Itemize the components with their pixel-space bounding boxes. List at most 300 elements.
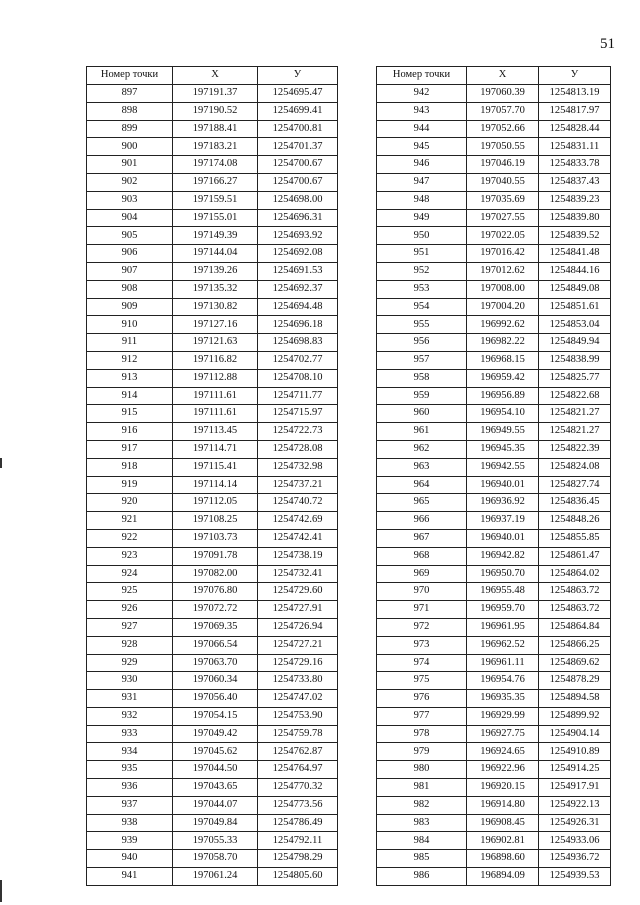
- cell-x: 197035.69: [467, 191, 539, 209]
- table-row: [87, 850, 338, 868]
- cell-y: 1254863.72: [539, 601, 611, 619]
- cell-x: 197040.55: [467, 173, 539, 191]
- cell-y: 1254700.67: [258, 156, 338, 174]
- cell-point-number: 929: [87, 654, 173, 672]
- cell-y: 1254904.14: [539, 725, 611, 743]
- cell-x: 196962.52: [467, 636, 539, 654]
- cell-point-number: 923: [87, 547, 173, 565]
- cell-x: 197127.16: [173, 316, 258, 334]
- cell-point-number: 925: [87, 583, 173, 601]
- cell-point-number: 974: [377, 654, 467, 672]
- table-row: [87, 618, 338, 636]
- cell-point-number: 921: [87, 512, 173, 530]
- cell-x: 196894.09: [467, 868, 539, 886]
- cell-point-number: 931: [87, 690, 173, 708]
- cell-x: 197050.55: [467, 138, 539, 156]
- cell-x: 197130.82: [173, 298, 258, 316]
- cell-x: 197112.88: [173, 369, 258, 387]
- page-number: 51: [600, 36, 615, 52]
- cell-point-number: 961: [377, 423, 467, 441]
- coordinates-table-right: [376, 66, 611, 886]
- table-row: [87, 690, 338, 708]
- table-row: [87, 120, 338, 138]
- table-row: [377, 405, 611, 423]
- table-row: [87, 245, 338, 263]
- table-row: [87, 316, 338, 334]
- table-row: [377, 654, 611, 672]
- cell-point-number: 965: [377, 494, 467, 512]
- cell-x: 196959.42: [467, 369, 539, 387]
- cell-y: 1254863.72: [539, 583, 611, 601]
- cell-x: 196920.15: [467, 779, 539, 797]
- table-row: [87, 280, 338, 298]
- cell-y: 1254827.74: [539, 476, 611, 494]
- cell-y: 1254728.08: [258, 440, 338, 458]
- table-row: [377, 262, 611, 280]
- cell-x: 197022.05: [467, 227, 539, 245]
- table-row: [87, 512, 338, 530]
- cell-point-number: 912: [87, 351, 173, 369]
- table-row: [377, 209, 611, 227]
- cell-y: 1254869.62: [539, 654, 611, 672]
- cell-point-number: 902: [87, 173, 173, 191]
- cell-y: 1254837.43: [539, 173, 611, 191]
- table-row: [377, 743, 611, 761]
- cell-y: 1254838.99: [539, 351, 611, 369]
- cell-point-number: 955: [377, 316, 467, 334]
- cell-point-number: 971: [377, 601, 467, 619]
- cell-x: 196898.60: [467, 850, 539, 868]
- header-x: X: [467, 67, 539, 85]
- cell-x: 197191.37: [173, 85, 258, 103]
- table-header-row: [377, 67, 611, 85]
- table-row: [87, 173, 338, 191]
- table-row: [87, 654, 338, 672]
- table-row: [87, 458, 338, 476]
- cell-x: 196956.89: [467, 387, 539, 405]
- cell-x: 197114.71: [173, 440, 258, 458]
- cell-x: 197116.82: [173, 351, 258, 369]
- table-row: [87, 334, 338, 352]
- cell-point-number: 900: [87, 138, 173, 156]
- cell-point-number: 917: [87, 440, 173, 458]
- cell-y: 1254700.81: [258, 120, 338, 138]
- cell-x: 196942.82: [467, 547, 539, 565]
- cell-y: 1254729.16: [258, 654, 338, 672]
- cell-point-number: 937: [87, 796, 173, 814]
- cell-y: 1254910.89: [539, 743, 611, 761]
- cell-point-number: 962: [377, 440, 467, 458]
- cell-y: 1254841.48: [539, 245, 611, 263]
- cell-point-number: 930: [87, 672, 173, 690]
- cell-x: 197091.78: [173, 547, 258, 565]
- cell-x: 196937.19: [467, 512, 539, 530]
- cell-x: 196961.11: [467, 654, 539, 672]
- cell-x: 196940.01: [467, 529, 539, 547]
- table-row: [377, 476, 611, 494]
- cell-point-number: 975: [377, 672, 467, 690]
- cell-x: 197112.05: [173, 494, 258, 512]
- cell-x: 197061.24: [173, 868, 258, 886]
- cell-x: 197016.42: [467, 245, 539, 263]
- cell-x: 197049.84: [173, 814, 258, 832]
- cell-y: 1254844.16: [539, 262, 611, 280]
- cell-point-number: 928: [87, 636, 173, 654]
- table-row: [87, 476, 338, 494]
- cell-x: 197121.63: [173, 334, 258, 352]
- cell-y: 1254722.73: [258, 423, 338, 441]
- scan-edge-mark: [0, 458, 2, 468]
- cell-x: 197174.08: [173, 156, 258, 174]
- table-row: [377, 707, 611, 725]
- table-row: [377, 156, 611, 174]
- cell-point-number: 970: [377, 583, 467, 601]
- cell-point-number: 927: [87, 618, 173, 636]
- table-row: [377, 529, 611, 547]
- cell-x: 197004.20: [467, 298, 539, 316]
- cell-x: 196936.92: [467, 494, 539, 512]
- cell-point-number: 911: [87, 334, 173, 352]
- cell-point-number: 986: [377, 868, 467, 886]
- table-header-row: [87, 67, 338, 85]
- cell-y: 1254851.61: [539, 298, 611, 316]
- cell-x: 197144.04: [173, 245, 258, 263]
- cell-y: 1254855.85: [539, 529, 611, 547]
- cell-y: 1254711.77: [258, 387, 338, 405]
- cell-x: 197057.70: [467, 102, 539, 120]
- table-row: [87, 672, 338, 690]
- table-row: [87, 583, 338, 601]
- cell-y: 1254737.21: [258, 476, 338, 494]
- cell-point-number: 898: [87, 102, 173, 120]
- cell-point-number: 915: [87, 405, 173, 423]
- cell-point-number: 910: [87, 316, 173, 334]
- cell-y: 1254839.52: [539, 227, 611, 245]
- cell-y: 1254828.44: [539, 120, 611, 138]
- cell-y: 1254701.37: [258, 138, 338, 156]
- table-row: [377, 779, 611, 797]
- cell-point-number: 979: [377, 743, 467, 761]
- cell-y: 1254694.48: [258, 298, 338, 316]
- cell-y: 1254696.31: [258, 209, 338, 227]
- cell-y: 1254747.02: [258, 690, 338, 708]
- cell-point-number: 978: [377, 725, 467, 743]
- coordinates-table-left: [86, 66, 338, 886]
- cell-point-number: 983: [377, 814, 467, 832]
- cell-point-number: 908: [87, 280, 173, 298]
- cell-point-number: 907: [87, 262, 173, 280]
- cell-point-number: 935: [87, 761, 173, 779]
- table-row: [377, 761, 611, 779]
- table-row: [87, 814, 338, 832]
- cell-point-number: 926: [87, 601, 173, 619]
- table-row: [377, 636, 611, 654]
- cell-y: 1254698.00: [258, 191, 338, 209]
- cell-x: 196968.15: [467, 351, 539, 369]
- cell-x: 197046.19: [467, 156, 539, 174]
- header-point-number: Номер точки: [87, 67, 173, 85]
- cell-y: 1254853.04: [539, 316, 611, 334]
- cell-y: 1254866.25: [539, 636, 611, 654]
- cell-x: 196992.62: [467, 316, 539, 334]
- cell-point-number: 943: [377, 102, 467, 120]
- table-row: [87, 494, 338, 512]
- cell-y: 1254825.77: [539, 369, 611, 387]
- table-row: [377, 85, 611, 103]
- table-row: [377, 316, 611, 334]
- cell-point-number: 940: [87, 850, 173, 868]
- cell-y: 1254729.60: [258, 583, 338, 601]
- table-row: [377, 369, 611, 387]
- cell-point-number: 967: [377, 529, 467, 547]
- table-row: [87, 707, 338, 725]
- cell-point-number: 980: [377, 761, 467, 779]
- table-row: [377, 796, 611, 814]
- cell-y: 1254833.78: [539, 156, 611, 174]
- table-row: [377, 690, 611, 708]
- cell-y: 1254821.27: [539, 423, 611, 441]
- cell-y: 1254700.67: [258, 173, 338, 191]
- cell-x: 196929.99: [467, 707, 539, 725]
- cell-point-number: 977: [377, 707, 467, 725]
- cell-x: 197183.21: [173, 138, 258, 156]
- cell-y: 1254691.53: [258, 262, 338, 280]
- table-row: [87, 351, 338, 369]
- cell-point-number: 919: [87, 476, 173, 494]
- table-row: [377, 120, 611, 138]
- cell-y: 1254839.23: [539, 191, 611, 209]
- cell-x: 197190.52: [173, 102, 258, 120]
- table-row: [87, 191, 338, 209]
- table-row: [377, 725, 611, 743]
- cell-point-number: 913: [87, 369, 173, 387]
- cell-point-number: 922: [87, 529, 173, 547]
- cell-point-number: 942: [377, 85, 467, 103]
- cell-y: 1254696.18: [258, 316, 338, 334]
- cell-y: 1254770.32: [258, 779, 338, 797]
- cell-x: 197155.01: [173, 209, 258, 227]
- cell-y: 1254715.97: [258, 405, 338, 423]
- table-row: [87, 209, 338, 227]
- cell-y: 1254914.25: [539, 761, 611, 779]
- cell-x: 197076.80: [173, 583, 258, 601]
- table-row: [377, 868, 611, 886]
- cell-point-number: 948: [377, 191, 467, 209]
- cell-point-number: 953: [377, 280, 467, 298]
- cell-x: 197054.15: [173, 707, 258, 725]
- cell-point-number: 982: [377, 796, 467, 814]
- cell-point-number: 924: [87, 565, 173, 583]
- cell-y: 1254693.92: [258, 227, 338, 245]
- cell-point-number: 968: [377, 547, 467, 565]
- table-row: [377, 494, 611, 512]
- cell-y: 1254762.87: [258, 743, 338, 761]
- cell-x: 196954.10: [467, 405, 539, 423]
- cell-x: 196961.95: [467, 618, 539, 636]
- cell-x: 197008.00: [467, 280, 539, 298]
- cell-y: 1254822.68: [539, 387, 611, 405]
- cell-x: 196927.75: [467, 725, 539, 743]
- table-row: [377, 547, 611, 565]
- cell-x: 196942.55: [467, 458, 539, 476]
- cell-point-number: 897: [87, 85, 173, 103]
- cell-point-number: 933: [87, 725, 173, 743]
- table-row: [87, 601, 338, 619]
- cell-y: 1254792.11: [258, 832, 338, 850]
- cell-y: 1254864.02: [539, 565, 611, 583]
- cell-point-number: 963: [377, 458, 467, 476]
- cell-point-number: 949: [377, 209, 467, 227]
- cell-x: 196945.35: [467, 440, 539, 458]
- cell-y: 1254878.29: [539, 672, 611, 690]
- cell-x: 197111.61: [173, 387, 258, 405]
- cell-x: 196914.80: [467, 796, 539, 814]
- cell-point-number: 945: [377, 138, 467, 156]
- cell-y: 1254732.41: [258, 565, 338, 583]
- cell-x: 197043.65: [173, 779, 258, 797]
- cell-point-number: 941: [87, 868, 173, 886]
- cell-point-number: 972: [377, 618, 467, 636]
- table-row: [87, 868, 338, 886]
- table-row: [377, 245, 611, 263]
- cell-point-number: 906: [87, 245, 173, 263]
- cell-x: 197108.25: [173, 512, 258, 530]
- table-row: [377, 565, 611, 583]
- cell-y: 1254861.47: [539, 547, 611, 565]
- cell-x: 197045.62: [173, 743, 258, 761]
- table-row: [87, 423, 338, 441]
- cell-point-number: 969: [377, 565, 467, 583]
- cell-point-number: 964: [377, 476, 467, 494]
- cell-x: 196959.70: [467, 601, 539, 619]
- cell-x: 197027.55: [467, 209, 539, 227]
- cell-x: 197044.50: [173, 761, 258, 779]
- cell-y: 1254894.58: [539, 690, 611, 708]
- cell-point-number: 960: [377, 405, 467, 423]
- cell-y: 1254939.53: [539, 868, 611, 886]
- table-row: [377, 138, 611, 156]
- cell-x: 197103.73: [173, 529, 258, 547]
- cell-x: 197159.51: [173, 191, 258, 209]
- cell-y: 1254740.72: [258, 494, 338, 512]
- cell-y: 1254786.49: [258, 814, 338, 832]
- cell-y: 1254733.80: [258, 672, 338, 690]
- cell-point-number: 905: [87, 227, 173, 245]
- table-row: [87, 547, 338, 565]
- cell-point-number: 939: [87, 832, 173, 850]
- cell-point-number: 959: [377, 387, 467, 405]
- cell-y: 1254726.94: [258, 618, 338, 636]
- cell-y: 1254695.47: [258, 85, 338, 103]
- scan-edge-mark: [0, 880, 2, 902]
- cell-point-number: 976: [377, 690, 467, 708]
- cell-y: 1254708.10: [258, 369, 338, 387]
- table-row: [87, 138, 338, 156]
- cell-x: 197055.33: [173, 832, 258, 850]
- table-row: [87, 156, 338, 174]
- cell-y: 1254699.41: [258, 102, 338, 120]
- cell-point-number: 944: [377, 120, 467, 138]
- cell-point-number: 920: [87, 494, 173, 512]
- cell-x: 196954.76: [467, 672, 539, 690]
- table-row: [377, 351, 611, 369]
- table-row: [87, 387, 338, 405]
- cell-y: 1254773.56: [258, 796, 338, 814]
- cell-x: 196982.22: [467, 334, 539, 352]
- table-row: [87, 440, 338, 458]
- cell-y: 1254848.26: [539, 512, 611, 530]
- table-row: [377, 387, 611, 405]
- cell-point-number: 966: [377, 512, 467, 530]
- table-row: [87, 796, 338, 814]
- cell-x: 196940.01: [467, 476, 539, 494]
- cell-y: 1254864.84: [539, 618, 611, 636]
- cell-point-number: 981: [377, 779, 467, 797]
- cell-point-number: 909: [87, 298, 173, 316]
- table-row: [377, 280, 611, 298]
- cell-y: 1254839.80: [539, 209, 611, 227]
- cell-point-number: 958: [377, 369, 467, 387]
- cell-y: 1254798.29: [258, 850, 338, 868]
- cell-y: 1254764.97: [258, 761, 338, 779]
- table-row: [377, 618, 611, 636]
- cell-y: 1254742.69: [258, 512, 338, 530]
- cell-x: 197044.07: [173, 796, 258, 814]
- cell-x: 197188.41: [173, 120, 258, 138]
- table-row: [377, 832, 611, 850]
- table-row: [377, 850, 611, 868]
- cell-x: 196924.65: [467, 743, 539, 761]
- cell-x: 197056.40: [173, 690, 258, 708]
- cell-point-number: 899: [87, 120, 173, 138]
- cell-point-number: 903: [87, 191, 173, 209]
- cell-y: 1254742.41: [258, 529, 338, 547]
- cell-y: 1254759.78: [258, 725, 338, 743]
- cell-y: 1254822.39: [539, 440, 611, 458]
- cell-x: 196949.55: [467, 423, 539, 441]
- table-row: [87, 85, 338, 103]
- cell-point-number: 916: [87, 423, 173, 441]
- cell-x: 196922.96: [467, 761, 539, 779]
- cell-x: 197052.66: [467, 120, 539, 138]
- cell-point-number: 938: [87, 814, 173, 832]
- cell-x: 197012.62: [467, 262, 539, 280]
- cell-y: 1254702.77: [258, 351, 338, 369]
- table-row: [377, 601, 611, 619]
- cell-x: 196902.81: [467, 832, 539, 850]
- cell-y: 1254933.06: [539, 832, 611, 850]
- cell-y: 1254849.08: [539, 280, 611, 298]
- table-row: [87, 636, 338, 654]
- table-row: [377, 458, 611, 476]
- cell-x: 197149.39: [173, 227, 258, 245]
- table-row: [377, 173, 611, 191]
- cell-y: 1254698.83: [258, 334, 338, 352]
- cell-point-number: 946: [377, 156, 467, 174]
- table-row: [87, 743, 338, 761]
- cell-x: 197049.42: [173, 725, 258, 743]
- header-x: X: [173, 67, 258, 85]
- cell-x: 197063.70: [173, 654, 258, 672]
- cell-y: 1254813.19: [539, 85, 611, 103]
- table-row: [87, 298, 338, 316]
- cell-y: 1254899.92: [539, 707, 611, 725]
- cell-y: 1254727.91: [258, 601, 338, 619]
- cell-point-number: 932: [87, 707, 173, 725]
- cell-x: 197111.61: [173, 405, 258, 423]
- cell-point-number: 956: [377, 334, 467, 352]
- cell-point-number: 901: [87, 156, 173, 174]
